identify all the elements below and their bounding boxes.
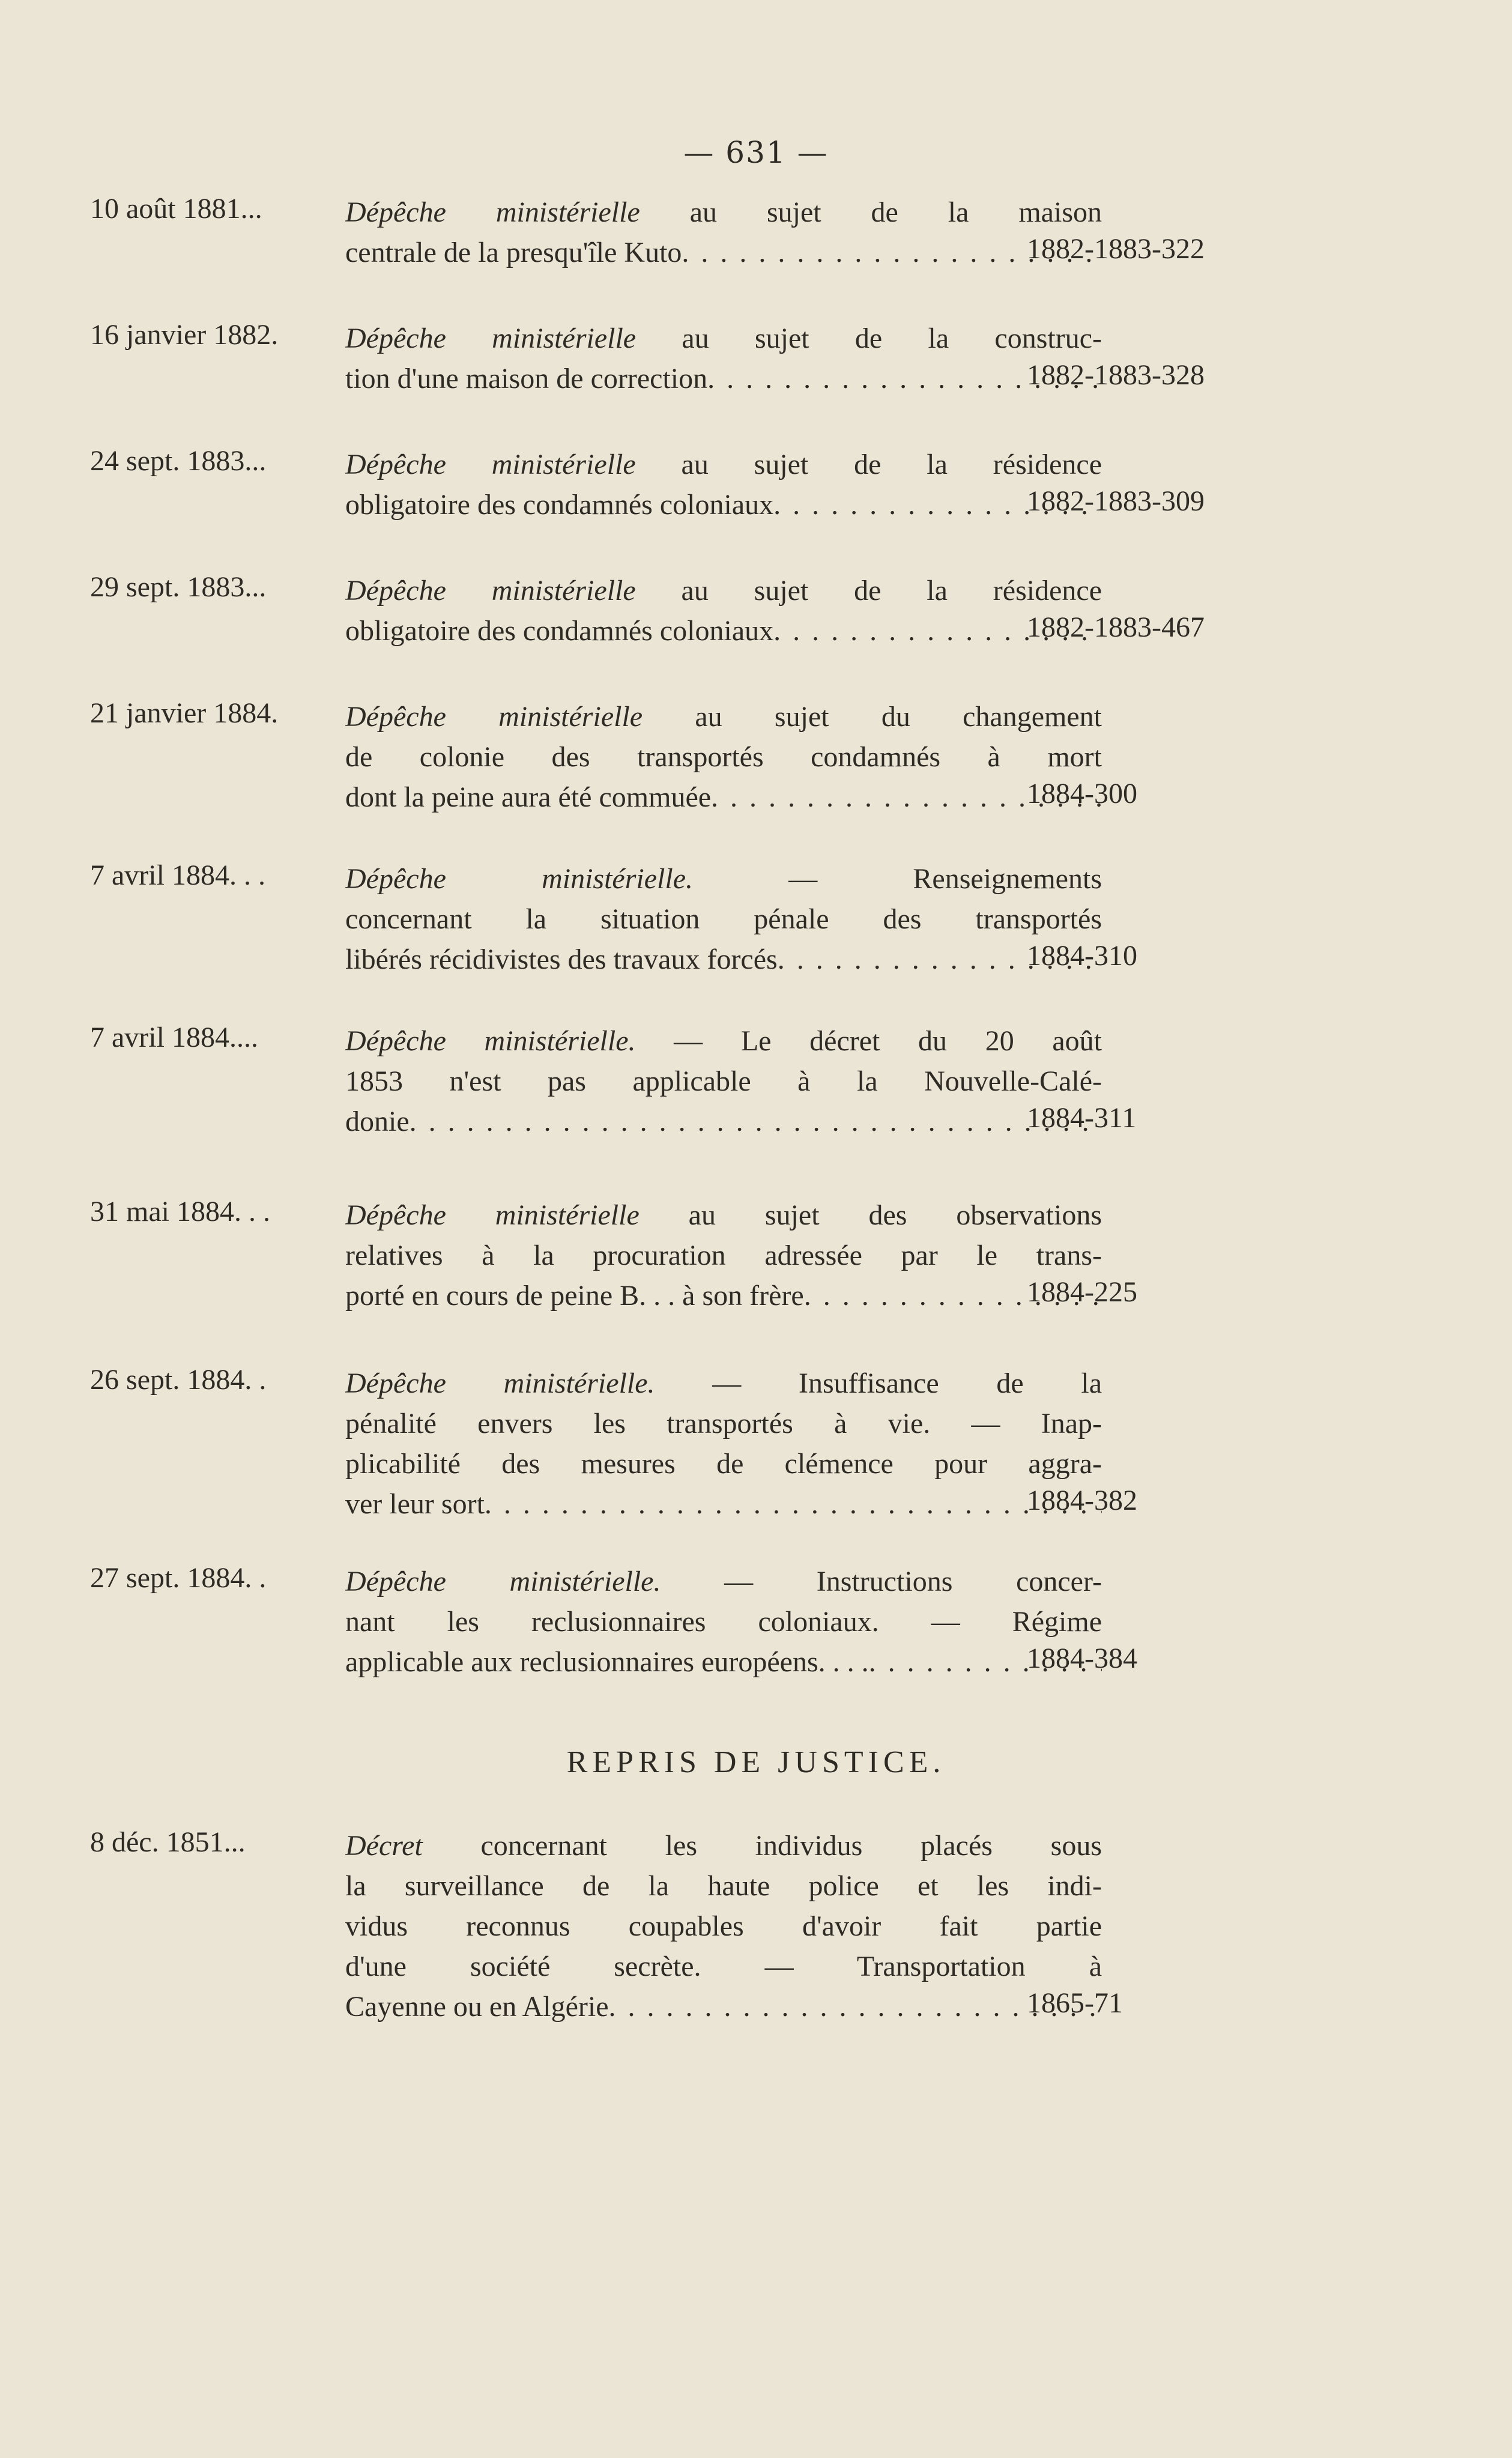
entry-reference: 1882-1883-467 bbox=[1027, 611, 1205, 643]
dot-leader bbox=[410, 1101, 1102, 1142]
entry-text bbox=[345, 1195, 1102, 1316]
entry-text bbox=[345, 859, 1102, 979]
entry-date: 31 mai 1884. . . bbox=[90, 1196, 270, 1227]
entry-lead: Dépêche ministérielle bbox=[345, 575, 636, 607]
entry-line-text: au sujet de la maison bbox=[640, 196, 1102, 228]
entry-date: 21 janvier 1884. bbox=[90, 697, 279, 729]
entry-line-text: plicabilité des mesures de clémence pour aggra- bbox=[345, 1448, 1102, 1480]
entry-line-text: ver leur sort bbox=[345, 1488, 485, 1520]
entry-date: 24 sept. 1883... bbox=[90, 445, 267, 477]
entry-lead: Dépêche ministérielle bbox=[345, 322, 637, 354]
entry-line-text: porté en cours de peine B. . . à son frère bbox=[345, 1280, 804, 1312]
entry-line bbox=[345, 318, 1102, 359]
entry-text bbox=[345, 1363, 1102, 1524]
entry-line-text: vidus reconnus coupables d'avoir fait partie bbox=[345, 1910, 1102, 1942]
entry-line bbox=[345, 1642, 1102, 1682]
entry-line bbox=[345, 1235, 1102, 1276]
entry-line bbox=[345, 1276, 1102, 1316]
entry-line-text: libérés récidivistes des travaux forcés bbox=[345, 943, 778, 975]
entry-date: 27 sept. 1884. . bbox=[90, 1562, 267, 1594]
entry-line-text: la surveillance de la haute police et les indi- bbox=[345, 1870, 1102, 1902]
entry-line-text: au sujet de la résidence bbox=[635, 449, 1102, 480]
entry-reference: 1884-384 bbox=[1027, 1642, 1137, 1674]
entry-reference: 1884-311 bbox=[1027, 1102, 1137, 1134]
entry-line-text: concernant la situation pénale des transportés bbox=[345, 903, 1102, 935]
entry-line-text: — Le décret du 20 août bbox=[635, 1025, 1102, 1057]
entry-line-text: pénalité envers les transportés à vie. — Inap- bbox=[345, 1408, 1102, 1439]
entry-date: 10 août 1881... bbox=[90, 193, 262, 225]
dot-leader bbox=[485, 1484, 1102, 1524]
entry-lead: Décret bbox=[345, 1830, 423, 1862]
entry-line-text: — Instructions concer- bbox=[661, 1566, 1102, 1597]
entry-line bbox=[345, 485, 1102, 525]
entry-lead: Dépêche ministérielle bbox=[345, 1199, 640, 1231]
entry-text bbox=[345, 571, 1102, 651]
entry-line bbox=[345, 1906, 1102, 1946]
entry-line-text: — Renseignements bbox=[693, 863, 1102, 895]
entry-line-text: au sujet de la résidence bbox=[635, 575, 1102, 607]
entry-text bbox=[345, 318, 1102, 399]
entry-line bbox=[345, 1101, 1102, 1142]
entry-text bbox=[345, 444, 1102, 525]
entry-line bbox=[345, 1826, 1102, 1866]
entry-line bbox=[345, 697, 1102, 737]
entry-lead: Dépêche ministérielle. bbox=[345, 863, 694, 895]
entry-date: 29 sept. 1883... bbox=[90, 571, 267, 603]
entry-reference: 1884-225 bbox=[1027, 1276, 1137, 1308]
entry-lead: Dépêche ministérielle. bbox=[345, 1367, 655, 1399]
entry-date: 7 avril 1884. . . bbox=[90, 859, 265, 891]
entry-text bbox=[345, 1826, 1102, 2027]
entry-line-text: Cayenne ou en Algérie bbox=[345, 1991, 609, 2023]
entry-text bbox=[345, 1021, 1102, 1142]
entry-line-text: 1853 n'est pas applicable à la Nouvelle-Calé- bbox=[345, 1065, 1102, 1097]
entry-line bbox=[345, 777, 1102, 817]
entry-lead: Dépêche ministérielle bbox=[345, 449, 636, 480]
entry-line bbox=[345, 1061, 1102, 1101]
entry-line bbox=[345, 1561, 1102, 1602]
entry-lead: Dépêche ministérielle bbox=[345, 701, 643, 733]
entry-line bbox=[345, 1444, 1102, 1484]
entry-line bbox=[345, 737, 1102, 777]
entry-line-text: nant les reclusionnaires coloniaux. — Régime bbox=[345, 1606, 1102, 1638]
entry-line-text: de colonie des transportés condamnés à mort bbox=[345, 741, 1102, 773]
entry-line-text: au sujet du changement bbox=[643, 701, 1102, 733]
entry-line-text: au sujet de la construc- bbox=[636, 322, 1102, 354]
entry-line bbox=[345, 1363, 1102, 1403]
entry-line-text: tion d'une maison de correction bbox=[345, 363, 708, 395]
entry-line bbox=[345, 571, 1102, 611]
section-title: REPRIS DE JUSTICE. bbox=[566, 1745, 946, 1779]
entry-lead: Dépêche ministérielle. bbox=[345, 1566, 661, 1597]
entry-line bbox=[345, 939, 1102, 979]
entry-line bbox=[345, 1021, 1102, 1061]
entry-line bbox=[345, 1403, 1102, 1444]
entry-line-text: — Insuffisance de la bbox=[655, 1367, 1102, 1399]
entry-line-text: applicable aux reclusionnaires européens. . . . bbox=[345, 1646, 869, 1678]
entry-date: 8 déc. 1851... bbox=[90, 1826, 246, 1858]
entry-line bbox=[345, 899, 1102, 939]
entry-line bbox=[345, 1195, 1102, 1235]
entry-line-text: obligatoire des condamnés coloniaux bbox=[345, 615, 774, 647]
entry-line bbox=[345, 1987, 1102, 2027]
entry-reference: 1884-382 bbox=[1027, 1485, 1137, 1516]
entry-line-text: donie bbox=[345, 1106, 410, 1137]
entry-line-text: au sujet des observations bbox=[639, 1199, 1102, 1231]
entry-line-text: concernant les individus placés sous bbox=[422, 1830, 1102, 1862]
entry-line bbox=[345, 359, 1102, 399]
entry-line bbox=[345, 232, 1102, 273]
entry-line bbox=[345, 1484, 1102, 1524]
entry-line bbox=[345, 444, 1102, 485]
entry-reference: 1882-1883-309 bbox=[1027, 485, 1205, 517]
entry-date: 7 avril 1884.... bbox=[90, 1022, 258, 1053]
entry-line-text: d'une société secrète. — Transportation à bbox=[345, 1951, 1102, 1982]
page-number: — 631 — bbox=[683, 135, 829, 170]
entry-text bbox=[345, 192, 1102, 273]
entry-reference: 1865-71 bbox=[1027, 1987, 1123, 2019]
entry-line-text: dont la peine aura été commuée bbox=[345, 781, 712, 813]
entry-line bbox=[345, 1602, 1102, 1642]
entry-date: 16 janvier 1882. bbox=[90, 319, 279, 351]
entry-lead: Dépêche ministérielle bbox=[345, 196, 640, 228]
entry-date: 26 sept. 1884. . bbox=[90, 1364, 267, 1396]
entry-reference: 1884-300 bbox=[1027, 778, 1137, 810]
entry-reference: 1882-1883-322 bbox=[1027, 233, 1205, 265]
entry-text bbox=[345, 697, 1102, 817]
entry-reference: 1884-310 bbox=[1027, 940, 1137, 972]
entry-line bbox=[345, 192, 1102, 232]
entry-text bbox=[345, 1561, 1102, 1682]
entry-line bbox=[345, 1946, 1102, 1987]
entry-line-text: relatives à la procuration adressée par le trans- bbox=[345, 1240, 1102, 1271]
entry-reference: 1882-1883-328 bbox=[1027, 359, 1205, 391]
entry-line bbox=[345, 1866, 1102, 1906]
entry-line-text: obligatoire des condamnés coloniaux bbox=[345, 489, 774, 521]
entry-lead: Dépêche ministérielle. bbox=[345, 1025, 636, 1057]
entry-line bbox=[345, 611, 1102, 651]
entry-line bbox=[345, 859, 1102, 899]
entry-line-text: centrale de la presqu'île Kuto bbox=[345, 237, 682, 268]
